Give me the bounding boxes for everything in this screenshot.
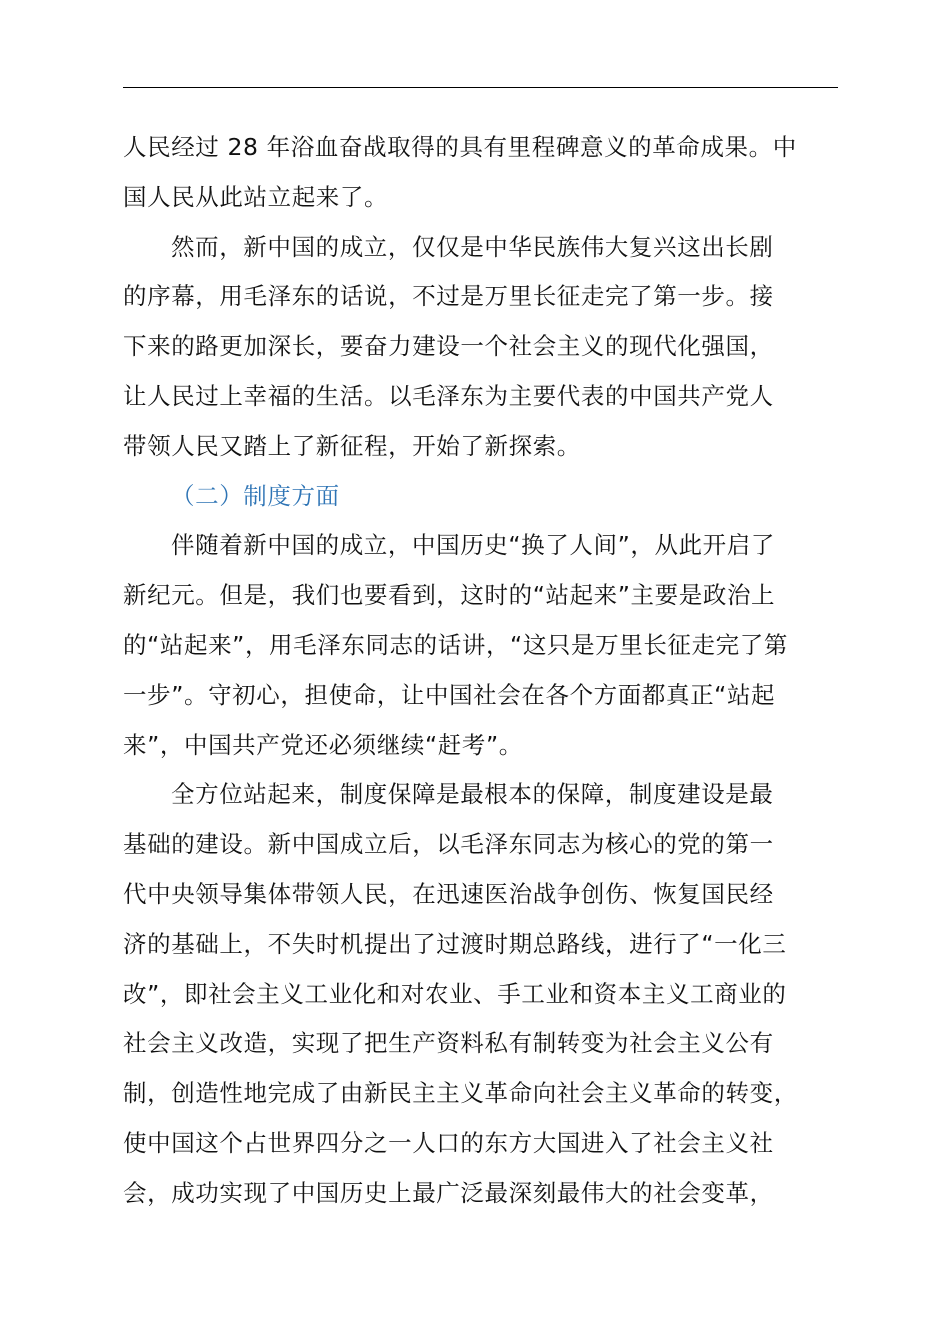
text-line: 下来的路更加深长，要奋力建设一个社会主义的现代化强国， <box>123 332 774 361</box>
paragraph-start-line: 然而，新中国的成立，仅仅是中华民族伟大复兴这出长剧 <box>171 232 774 261</box>
paragraph-start-line: 伴随着新中国的成立，中国历史“换了人间”，从此开启了 <box>171 531 775 560</box>
header-rule <box>123 87 838 88</box>
text-line: 社会主义改造，实现了把生产资料私有制转变为社会主义公有 <box>123 1029 774 1058</box>
text-line: 的“站起来”，用毛泽东同志的话讲，“这只是万里长征走完了第 <box>123 630 788 659</box>
text-line: 基础的建设。新中国成立后，以毛泽东同志为核心的党的第一 <box>123 830 774 859</box>
text-line: 新纪元。但是，我们也要看到，这时的“站起来”主要是政治上 <box>123 581 776 610</box>
text-line: 让人民过上幸福的生活。以毛泽东为主要代表的中国共产党人 <box>123 381 774 410</box>
text-line: 的序幕，用毛泽东的话说，不过是万里长征走完了第一步。接 <box>123 282 774 311</box>
text-line: 改”，即社会主义工业化和对农业、手工业和资本主义工商业的 <box>123 979 787 1008</box>
text-line: 济的基础上，不失时机提出了过渡时期总路线，进行了“一化三 <box>123 929 787 958</box>
document-body <box>123 123 843 1219</box>
text-line: 一步”。守初心，担使命，让中国社会在各个方面都真正“站起 <box>123 680 776 709</box>
text-line: 来”，中国共产党还必须继续“赶考”。 <box>123 730 523 759</box>
paragraph-start-line: 全方位站起来，制度保障是最根本的保障，制度建设是最 <box>171 780 774 809</box>
text-line: 制，创造性地完成了由新民主主义革命向社会主义革命的转变， <box>123 1079 798 1108</box>
section-heading: （二）制度方面 <box>171 481 340 510</box>
text-line: 人民经过 28 年浴血奋战取得的具有里程碑意义的革命成果。中 <box>123 133 797 161</box>
text-line: 国人民从此站立起来了。 <box>123 182 389 211</box>
text-line: 使中国这个占世界四分之一人口的东方大国进入了社会主义社 <box>123 1128 774 1157</box>
text-line: 会，成功实现了中国历史上最广泛最深刻最伟大的社会变革， <box>123 1178 774 1207</box>
text-line: 代中央领导集体带领人民，在迅速医治战争创伤、恢复国民经 <box>123 879 774 908</box>
text-line: 带领人民又踏上了新征程，开始了新探索。 <box>123 431 581 460</box>
